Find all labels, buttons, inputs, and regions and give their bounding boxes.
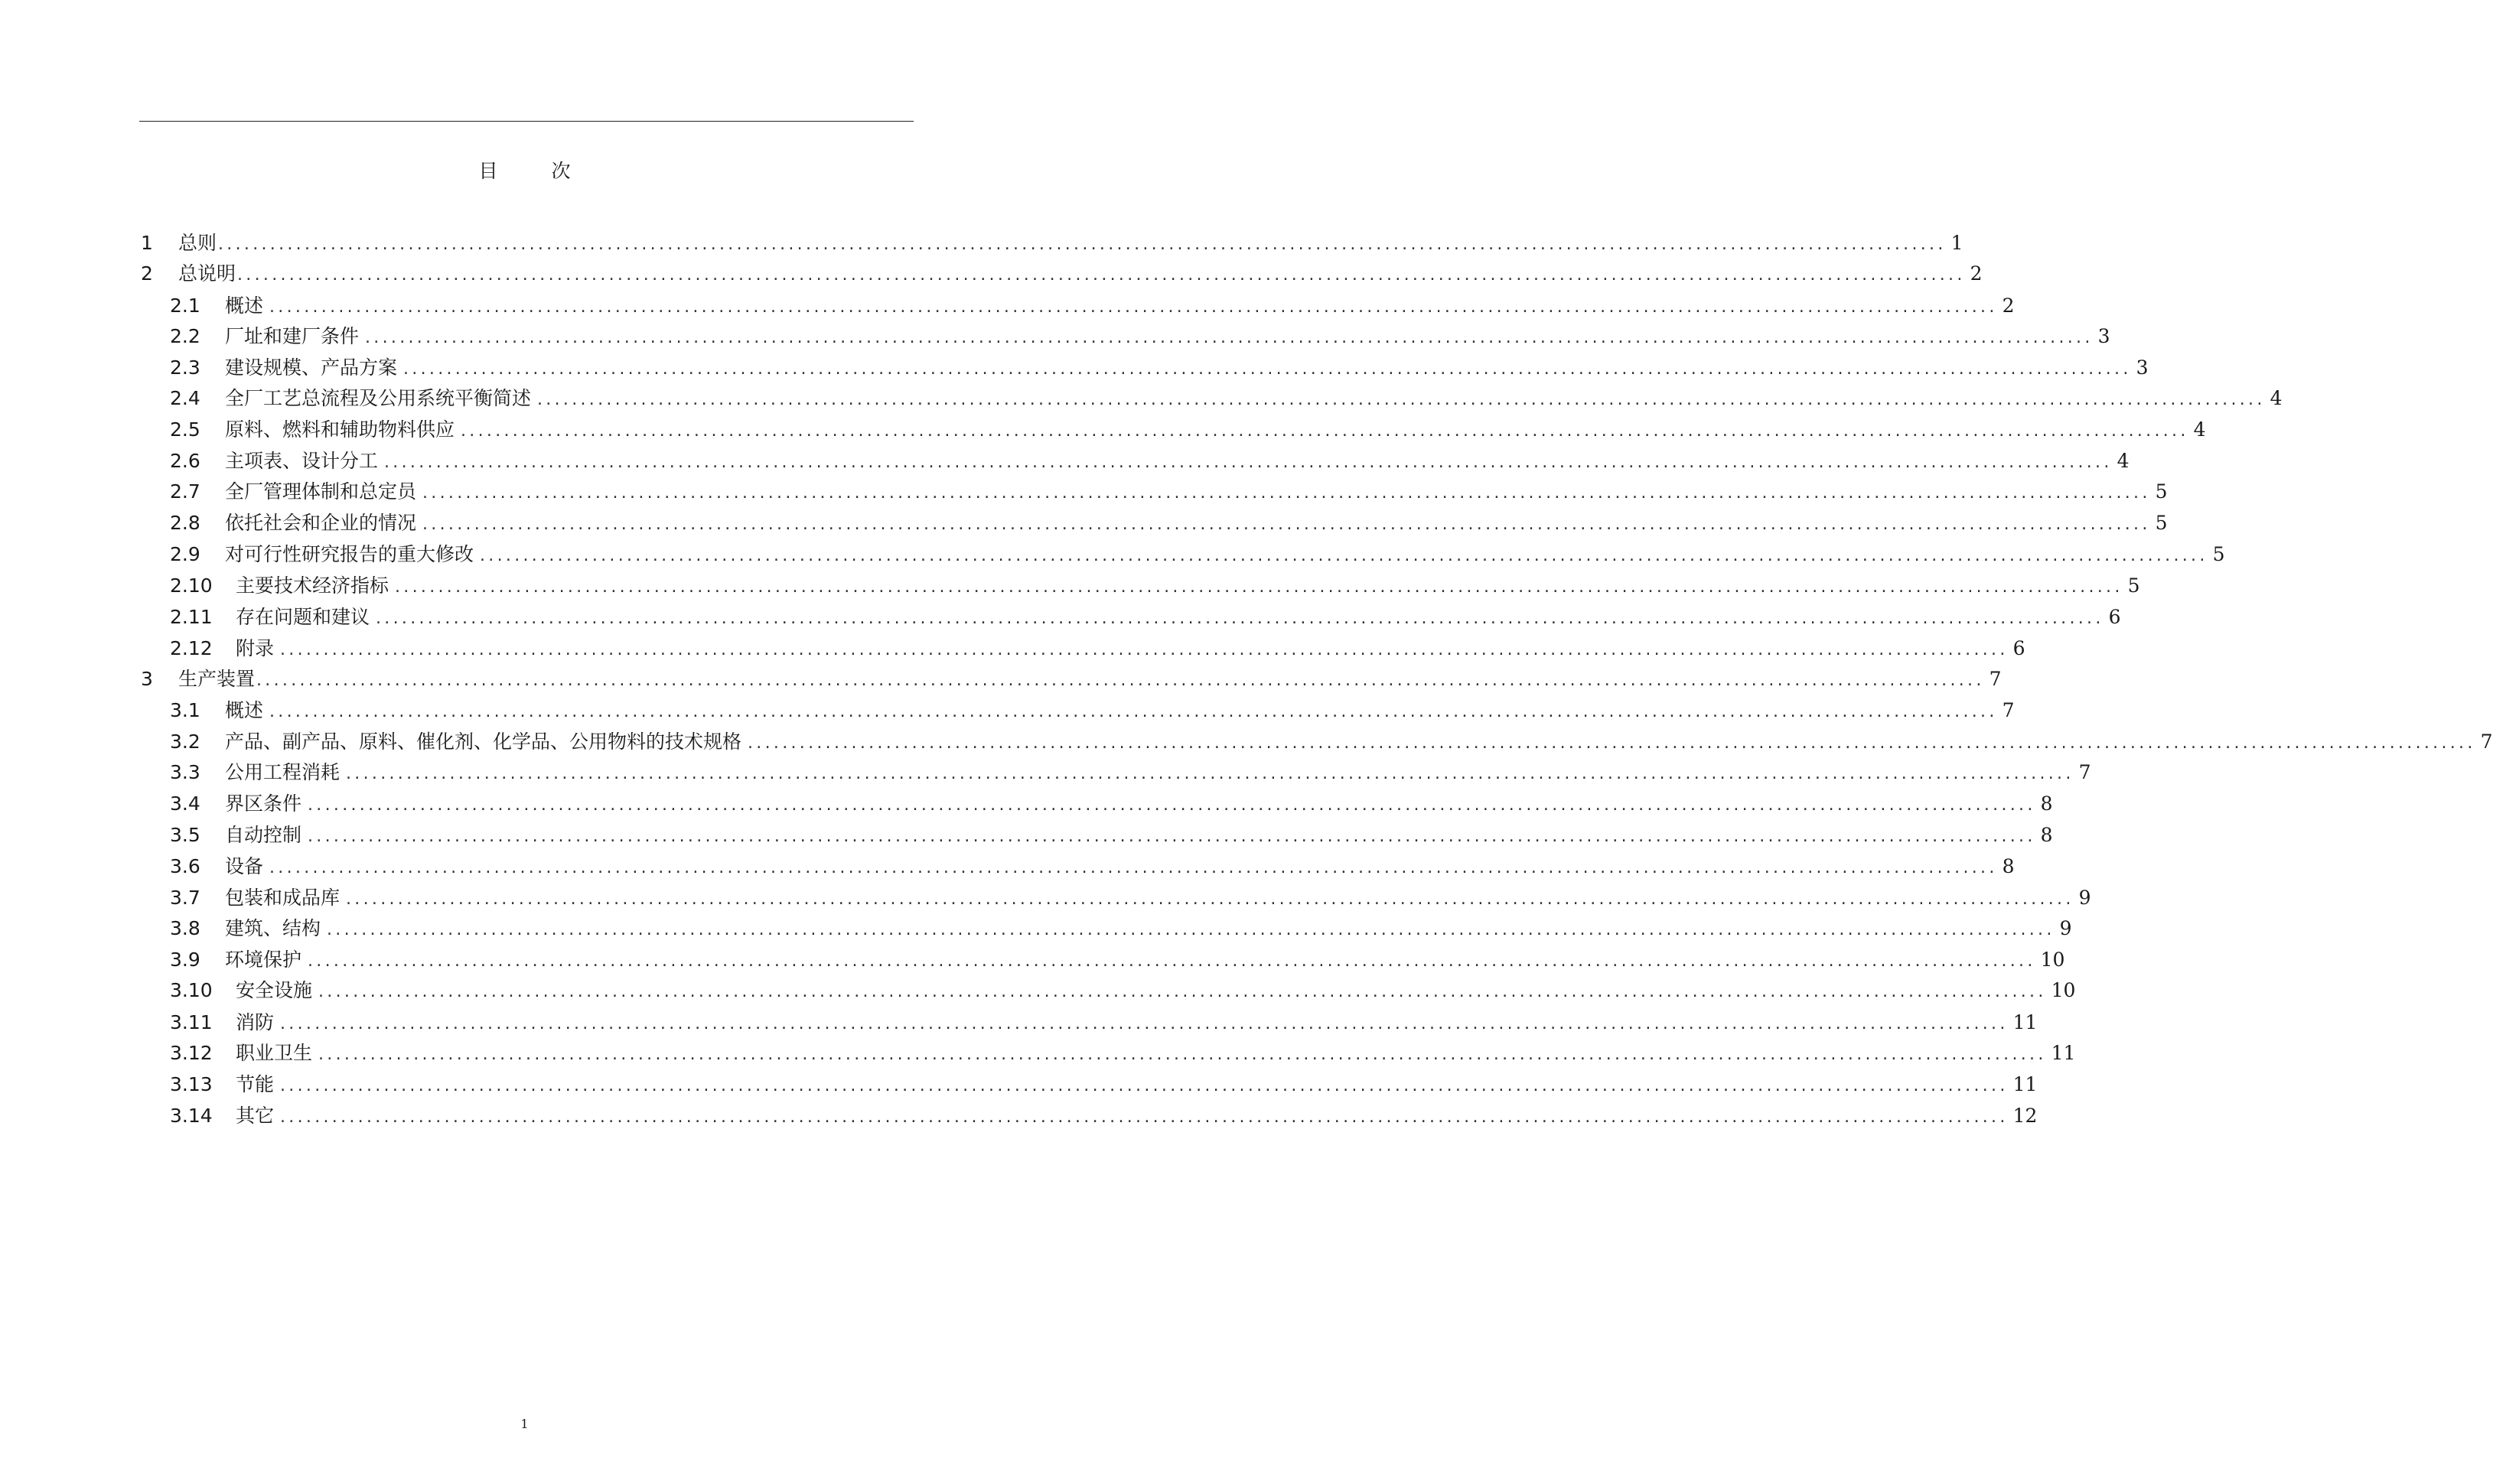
toc-entry[interactable] <box>170 602 2121 633</box>
toc-entry[interactable] <box>170 633 2025 664</box>
toc-entry-number: 3.4 <box>170 792 200 815</box>
toc-entry-leader-dots: ........................................................................................................................................................................................................ <box>327 920 2055 939</box>
toc-entry[interactable] <box>170 477 2168 507</box>
toc-entry-number: 3.13 <box>170 1073 213 1095</box>
toc-entry-page: 5 <box>2155 480 2168 503</box>
toc-entry-leader-dots: ........................................................................................................................................................................................................ <box>376 609 2104 628</box>
toc-entry-leader-dots: ........................................................................................................................................................................................................ <box>422 515 2151 534</box>
toc-entry[interactable] <box>170 383 2283 414</box>
toc-entry-page: 5 <box>2212 543 2225 565</box>
toc-entry[interactable] <box>170 1101 2038 1131</box>
toc-entry-page: 7 <box>1989 668 2002 690</box>
toc-entry[interactable] <box>170 571 2140 601</box>
toc-entry-number: 3.14 <box>170 1105 213 1127</box>
toc-entry-label: 附录 <box>236 637 275 659</box>
toc-entry-page: 3 <box>2097 325 2110 347</box>
toc-entry-page: 11 <box>2051 1042 2076 1064</box>
toc-entry-leader-dots: ........................................................................................................................................................................................................ <box>318 982 2047 1001</box>
toc-entry-label: 设备 <box>225 855 264 877</box>
toc-entry-page: 4 <box>2270 387 2283 409</box>
toc-entry[interactable] <box>170 1038 2076 1069</box>
toc-entry-number: 1 <box>141 232 153 254</box>
toc-entry-page: 3 <box>2136 356 2149 379</box>
toc-entry[interactable] <box>170 539 2225 570</box>
toc-entry-page: 9 <box>2078 887 2091 909</box>
toc-entry-number: 3.7 <box>170 887 200 909</box>
toc-entry-label: 主要技术经济指标 <box>236 574 389 597</box>
toc-entry-label: 对可行性研究报告的重大修改 <box>225 543 474 565</box>
toc-entry-leader-dots: ........................................................................................................................................................................................................ <box>395 578 2123 597</box>
toc-entry[interactable] <box>141 664 2002 695</box>
toc-entry[interactable] <box>170 446 2130 477</box>
toc-entry-label: 其它 <box>236 1105 275 1127</box>
toc-entry[interactable] <box>170 291 2015 321</box>
toc-entry-label: 消防 <box>236 1011 275 1033</box>
toc-entry-leader-dots: ........................................................................................................................................................................................................ <box>280 640 2009 659</box>
toc-entry-label: 界区条件 <box>225 792 302 815</box>
toc-entry[interactable] <box>170 353 2149 383</box>
toc-entry-label: 安全设施 <box>236 979 313 1001</box>
toc-entry-number: 2.3 <box>170 356 200 379</box>
toc-entry-label: 建筑、结构 <box>225 917 321 939</box>
toc-entry[interactable] <box>170 727 2493 757</box>
toc-entry-number: 2.1 <box>170 295 200 317</box>
toc-entry[interactable] <box>170 975 2076 1006</box>
toc-entry-page: 12 <box>2012 1105 2038 1127</box>
toc-entry-label: 主项表、设计分工 <box>225 450 379 472</box>
toc-entry-leader-dots: ........................................................................................................................................................................................................ <box>218 235 1947 254</box>
toc-entry-label: 产品、副产品、原料、催化剂、化学品、公用物料的技术规格 <box>225 731 742 753</box>
toc-entry[interactable] <box>141 259 1983 289</box>
toc-entry-label: 自动控制 <box>225 824 302 846</box>
toc-entry-label: 厂址和建厂条件 <box>225 325 360 347</box>
toc-entry-page: 8 <box>2002 855 2015 877</box>
toc-entry-number: 3.11 <box>170 1011 213 1033</box>
toc-entry-page: 10 <box>2051 979 2076 1001</box>
toc-entry-number: 2 <box>141 262 153 285</box>
toc-entry[interactable] <box>170 883 2091 913</box>
page-title <box>0 156 1049 184</box>
toc-entry-number: 2.8 <box>170 512 200 534</box>
toc-entry-leader-dots: ........................................................................................................................................................................................................ <box>384 453 2113 472</box>
toc-entry-number: 3.6 <box>170 855 200 877</box>
toc-entry-leader-dots: ........................................................................................................................................................................................................ <box>280 1014 2009 1033</box>
toc-entry-number: 3.8 <box>170 917 200 939</box>
toc-entry-number: 2.7 <box>170 480 200 503</box>
toc-entry-page: 8 <box>2040 824 2053 846</box>
toc-entry-page: 7 <box>2002 699 2015 721</box>
toc-entry[interactable] <box>141 228 1963 259</box>
toc-entry-label: 总则 <box>178 232 217 254</box>
toc-entry-label: 概述 <box>225 699 264 721</box>
toc-entry-page: 9 <box>2059 917 2072 939</box>
header-rule <box>139 121 914 122</box>
toc-entry-leader-dots: ........................................................................................................................................................................................................ <box>318 1045 2047 1064</box>
toc-entry-page: 5 <box>2127 574 2140 597</box>
toc-entry-label: 存在问题和建议 <box>236 606 370 628</box>
toc-entry-label: 概述 <box>225 295 264 317</box>
toc-entry-page: 7 <box>2078 761 2091 783</box>
toc-entry-label: 总说明 <box>178 262 236 285</box>
toc-entry[interactable] <box>170 508 2168 539</box>
toc-entry-page: 6 <box>2012 637 2025 659</box>
toc-entry-number: 2.2 <box>170 325 200 347</box>
toc-entry-page: 5 <box>2155 512 2168 534</box>
toc-entry-label: 包装和成品库 <box>225 887 341 909</box>
toc-entry-page: 1 <box>1950 232 1963 254</box>
toc-entry-leader-dots: ........................................................................................................................................................................................................ <box>308 827 2036 846</box>
toc-entry-label: 原料、燃料和辅助物料供应 <box>225 418 455 441</box>
toc-entry-label: 职业卫生 <box>236 1042 313 1064</box>
toc-entry-number: 3.12 <box>170 1042 213 1064</box>
toc-entry-leader-dots: ........................................................................................................................................................................................................ <box>269 702 1998 721</box>
toc-entry[interactable] <box>170 945 2065 975</box>
toc-entry-page: 4 <box>2193 418 2206 441</box>
toc-entry-leader-dots: ........................................................................................................................................................................................................ <box>480 546 2208 565</box>
toc-entry-leader-dots: ........................................................................................................................................................................................................ <box>537 390 2266 409</box>
toc-entry[interactable] <box>170 415 2206 445</box>
toc-entry-page: 8 <box>2040 792 2053 815</box>
toc-entry-leader-dots: ........................................................................................................................................................................................................ <box>280 1076 2009 1095</box>
toc-entry-leader-dots: ........................................................................................................................................................................................................ <box>269 858 1998 877</box>
toc-entry[interactable] <box>170 1007 2038 1038</box>
page-title-right: 次 <box>551 160 571 182</box>
toc-entry-leader-dots: ........................................................................................................................................................................................................ <box>308 796 2036 815</box>
toc-entry-label: 全厂工艺总流程及公用系统平衡简述 <box>225 387 532 409</box>
toc-entry-number: 3.3 <box>170 761 200 783</box>
toc-entry-label: 建设规模、产品方案 <box>225 356 398 379</box>
toc-entry-leader-dots: ........................................................................................................................................................................................................ <box>269 298 1998 317</box>
toc-entry-number: 3.5 <box>170 824 200 846</box>
toc-entry[interactable] <box>170 820 2053 851</box>
toc-entry-leader-dots: ........................................................................................................................................................................................................ <box>256 671 1985 690</box>
toc-entry-number: 3.9 <box>170 949 200 971</box>
toc-entry-leader-dots: ........................................................................................................................................................................................................ <box>748 734 2476 753</box>
toc-entry-label: 节能 <box>236 1073 275 1095</box>
toc-entry-leader-dots: ........................................................................................................................................................................................................ <box>280 1108 2009 1127</box>
toc-entry-leader-dots: ........................................................................................................................................................................................................ <box>365 328 2094 347</box>
toc-entry-leader-dots: ........................................................................................................................................................................................................ <box>237 265 1966 285</box>
toc-entry-page: 11 <box>2012 1011 2038 1033</box>
toc-entry-page: 2 <box>1970 262 1983 285</box>
toc-entry-leader-dots: ........................................................................................................................................................................................................ <box>403 360 2132 379</box>
toc-entry-page: 6 <box>2108 606 2121 628</box>
toc-entry-page: 10 <box>2040 949 2065 971</box>
toc-entry-number: 2.10 <box>170 574 213 597</box>
toc-entry-number: 3.2 <box>170 731 200 753</box>
toc-entry-label: 依托社会和企业的情况 <box>225 512 417 534</box>
toc-entry-page: 4 <box>2117 450 2130 472</box>
toc-entry-label: 公用工程消耗 <box>225 761 341 783</box>
toc-entry-number: 2.6 <box>170 450 200 472</box>
toc-entry-label: 生产装置 <box>178 668 256 690</box>
toc-entry-leader-dots: ........................................................................................................................................................................................................ <box>346 764 2074 783</box>
toc-entry-number: 2.12 <box>170 637 213 659</box>
toc-entry[interactable] <box>170 913 2072 944</box>
toc-entry[interactable] <box>170 695 2015 726</box>
toc-entry-number: 3.1 <box>170 699 200 721</box>
toc-entry-page: 11 <box>2012 1073 2038 1095</box>
toc-entry[interactable] <box>170 1069 2038 1100</box>
toc-entry-number: 2.9 <box>170 543 200 565</box>
toc-entry-number: 2.4 <box>170 387 200 409</box>
toc-entry[interactable] <box>170 789 2053 819</box>
toc-entry-leader-dots: ........................................................................................................................................................................................................ <box>346 890 2074 909</box>
toc-entry[interactable] <box>170 851 2015 882</box>
toc-entry-leader-dots: ........................................................................................................................................................................................................ <box>422 483 2151 503</box>
toc-entry[interactable] <box>170 757 2091 788</box>
toc-entry-leader-dots: ........................................................................................................................................................................................................ <box>308 952 2036 971</box>
toc-entry-number: 3 <box>141 668 153 690</box>
page-title-left: 目 <box>478 160 498 182</box>
page-number: 1 <box>520 1417 529 1431</box>
toc-entry-label: 全厂管理体制和总定员 <box>225 480 417 503</box>
toc-entry-number: 2.5 <box>170 418 200 441</box>
toc-entry[interactable] <box>170 321 2110 352</box>
toc-entry-number: 2.11 <box>170 606 213 628</box>
toc-entry-number: 3.10 <box>170 979 213 1001</box>
toc-entry-page: 2 <box>2002 295 2015 317</box>
toc-entry-leader-dots: ........................................................................................................................................................................................................ <box>461 421 2189 441</box>
toc-entry-page: 7 <box>2480 731 2493 753</box>
toc-entry-label: 环境保护 <box>225 949 302 971</box>
